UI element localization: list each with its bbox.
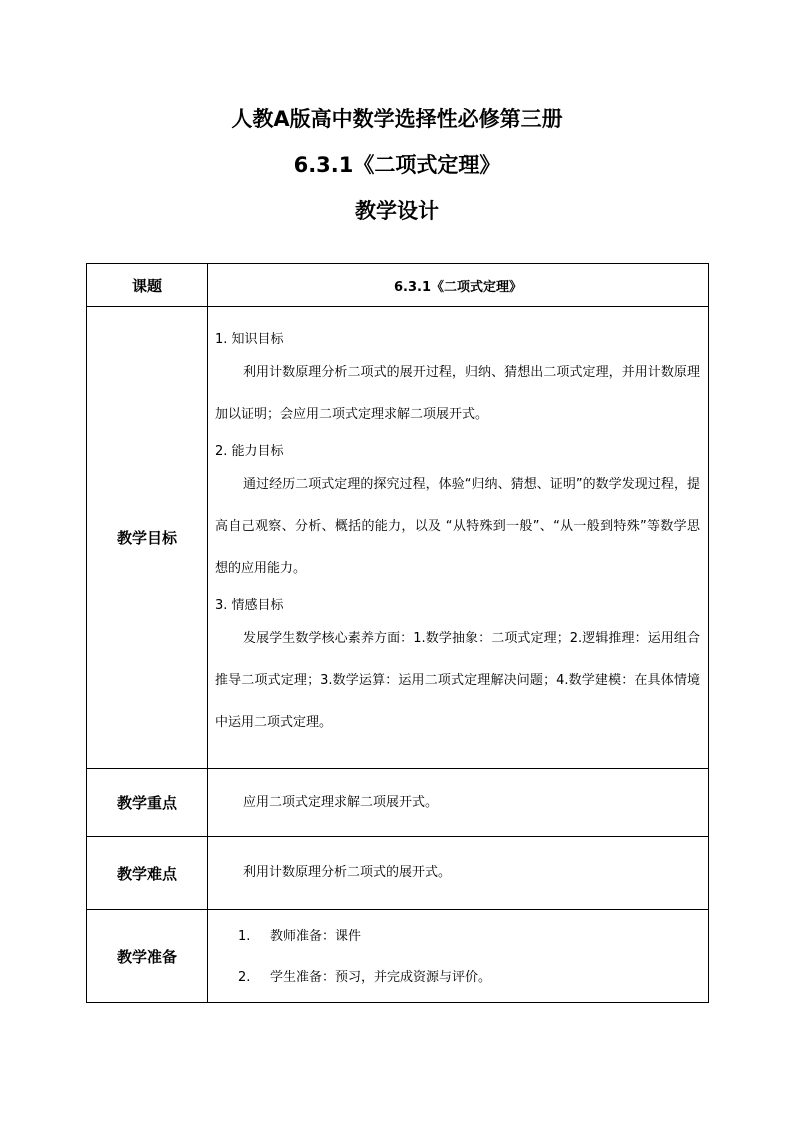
- document-titles: [0, 104, 794, 242]
- preparation-item-number: 1.: [238, 929, 251, 944]
- preparation-item-number: 2.: [238, 970, 251, 985]
- row-topic: [87, 264, 709, 307]
- objectives-label: 教学目标: [87, 307, 208, 769]
- objectives-content: [208, 307, 709, 769]
- lesson-title: 6.3.1《二项式定理》: [293, 153, 501, 177]
- doc-type-title: 教学设计: [355, 199, 439, 223]
- objective-text-ability: 通过经历二项式定理的探究过程，体验“归纳、猜想、证明”的数学发现过程，提高自己观察、分析、概括的能力，以及 “从特殊到一般”、“从一般到特殊”等数学思想的应用能力。: [215, 476, 700, 576]
- objective-text-knowledge: 利用计数原理分析二项式的展开过程，归纳、猜想出二项式定理，并用计数原理加以证明；会应用二项式定理求解二项展开式。: [215, 364, 700, 422]
- objective-heading-knowledge: 1. 知识目标: [215, 331, 284, 347]
- key-points-label: 教学重点: [87, 769, 208, 837]
- row-objectives: [87, 307, 709, 769]
- lesson-plan-table: [86, 263, 709, 1003]
- preparation-item: [238, 916, 708, 957]
- preparation-label: 教学准备: [87, 910, 208, 1003]
- preparation-item: [238, 957, 708, 998]
- key-points-text: 应用二项式定理求解二项展开式。: [243, 794, 439, 810]
- preparation-item-text: 教师准备：课件: [270, 929, 362, 944]
- book-title: 人教A版高中数学选择性必修第三册: [231, 107, 563, 131]
- difficulties-label: 教学难点: [87, 837, 208, 910]
- objective-text-emotion: 发展学生数学核心素养方面：1.数学抽象：二项式定理；2.逻辑推理：运用组合推导二项式定理；3.数学运算：运用二项式定理解决问题；4.数学建模：在具体情境中运用二项式定理。: [215, 630, 700, 730]
- row-key-points: [87, 769, 709, 837]
- objective-heading-ability: 2. 能力目标: [215, 443, 284, 459]
- preparation-item-text: 学生准备：预习，并完成资源与评价。: [270, 970, 492, 985]
- objective-heading-emotion: 3. 情感目标: [215, 597, 284, 613]
- topic-value: 6.3.1《二项式定理》: [208, 264, 709, 307]
- row-preparation: [87, 910, 709, 1003]
- difficulties-text: 利用计数原理分析二项式的展开式。: [243, 865, 452, 880]
- topic-label: 课题: [87, 264, 208, 307]
- row-difficulties: [87, 837, 709, 910]
